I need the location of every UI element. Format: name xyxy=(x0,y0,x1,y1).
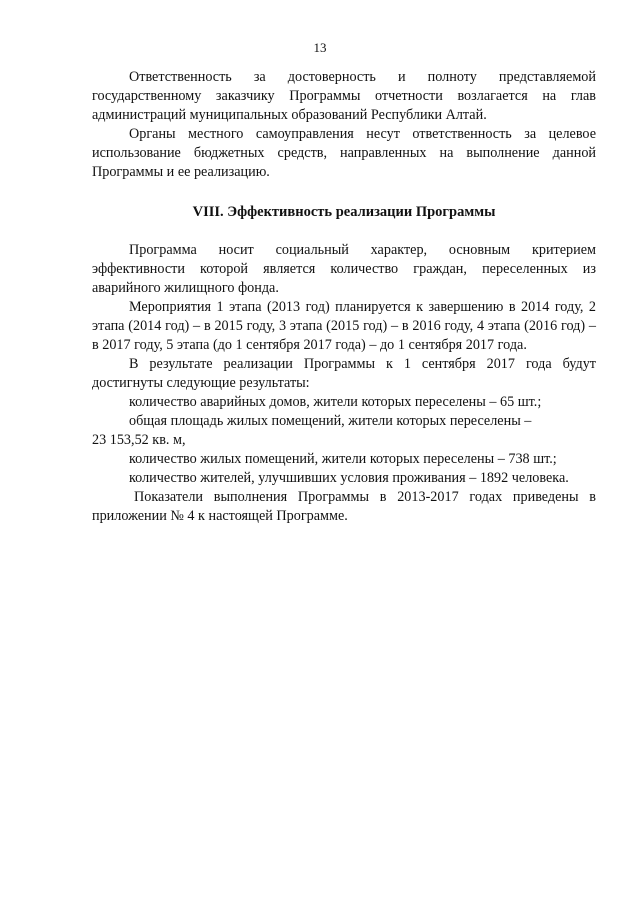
result-area-value: 23 153,52 кв. м, xyxy=(92,432,186,448)
paragraph-appendix-reference: Показатели выполнения Программы в 2013-2017 годах приведены в приложении № 4 к настоящей Программе. xyxy=(92,489,596,524)
result-houses: количество аварийных домов, жители которых переселены – 65 шт.; xyxy=(129,394,542,410)
paragraph-budget-responsibility: Органы местного самоуправления несут ответственность за целевое использование бюджетных средств, направленных на выполнение данной Программы и ее реализацию. xyxy=(92,126,596,180)
result-rooms: количество жилых помещений, жители которых переселены – 738 шт.; xyxy=(129,451,557,467)
page-number: 13 xyxy=(313,40,327,55)
paragraph-reporting-responsibility: Ответственность за достоверность и полноту представляемой государственному заказчику Программы отчетности возлагается на глав администраций муниципальных образований Республики Алтай. xyxy=(92,69,596,123)
result-people: количество жителей, улучшивших условия проживания – 1892 человека. xyxy=(129,470,569,486)
page-content xyxy=(92,68,596,526)
section-heading: VIII. Эффективность реализации Программы xyxy=(192,204,496,220)
paragraph-results-intro: В результате реализации Программы к 1 сентября 2017 года будут достигнуты следующие результаты: xyxy=(92,356,596,391)
paragraph-stage-completion: Мероприятия 1 этапа (2013 год) планируется к завершению в 2014 году, 2 этапа (2014 год) – в 2015 году, 3 этапа (2015 год) – в 2016 году, 4 этапа (2016 год) – в 2017 году, 5 этапа (до 1 сентября 2017 года) – до 1 сентября 2017 года. xyxy=(92,299,596,353)
result-area-line: общая площадь жилых помещений, жители которых переселены – xyxy=(129,413,532,429)
paragraph-program-character: Программа носит социальный характер, основным критерием эффективности которой является количество граждан, переселенных из аварийного жилищного фонда. xyxy=(92,242,596,296)
